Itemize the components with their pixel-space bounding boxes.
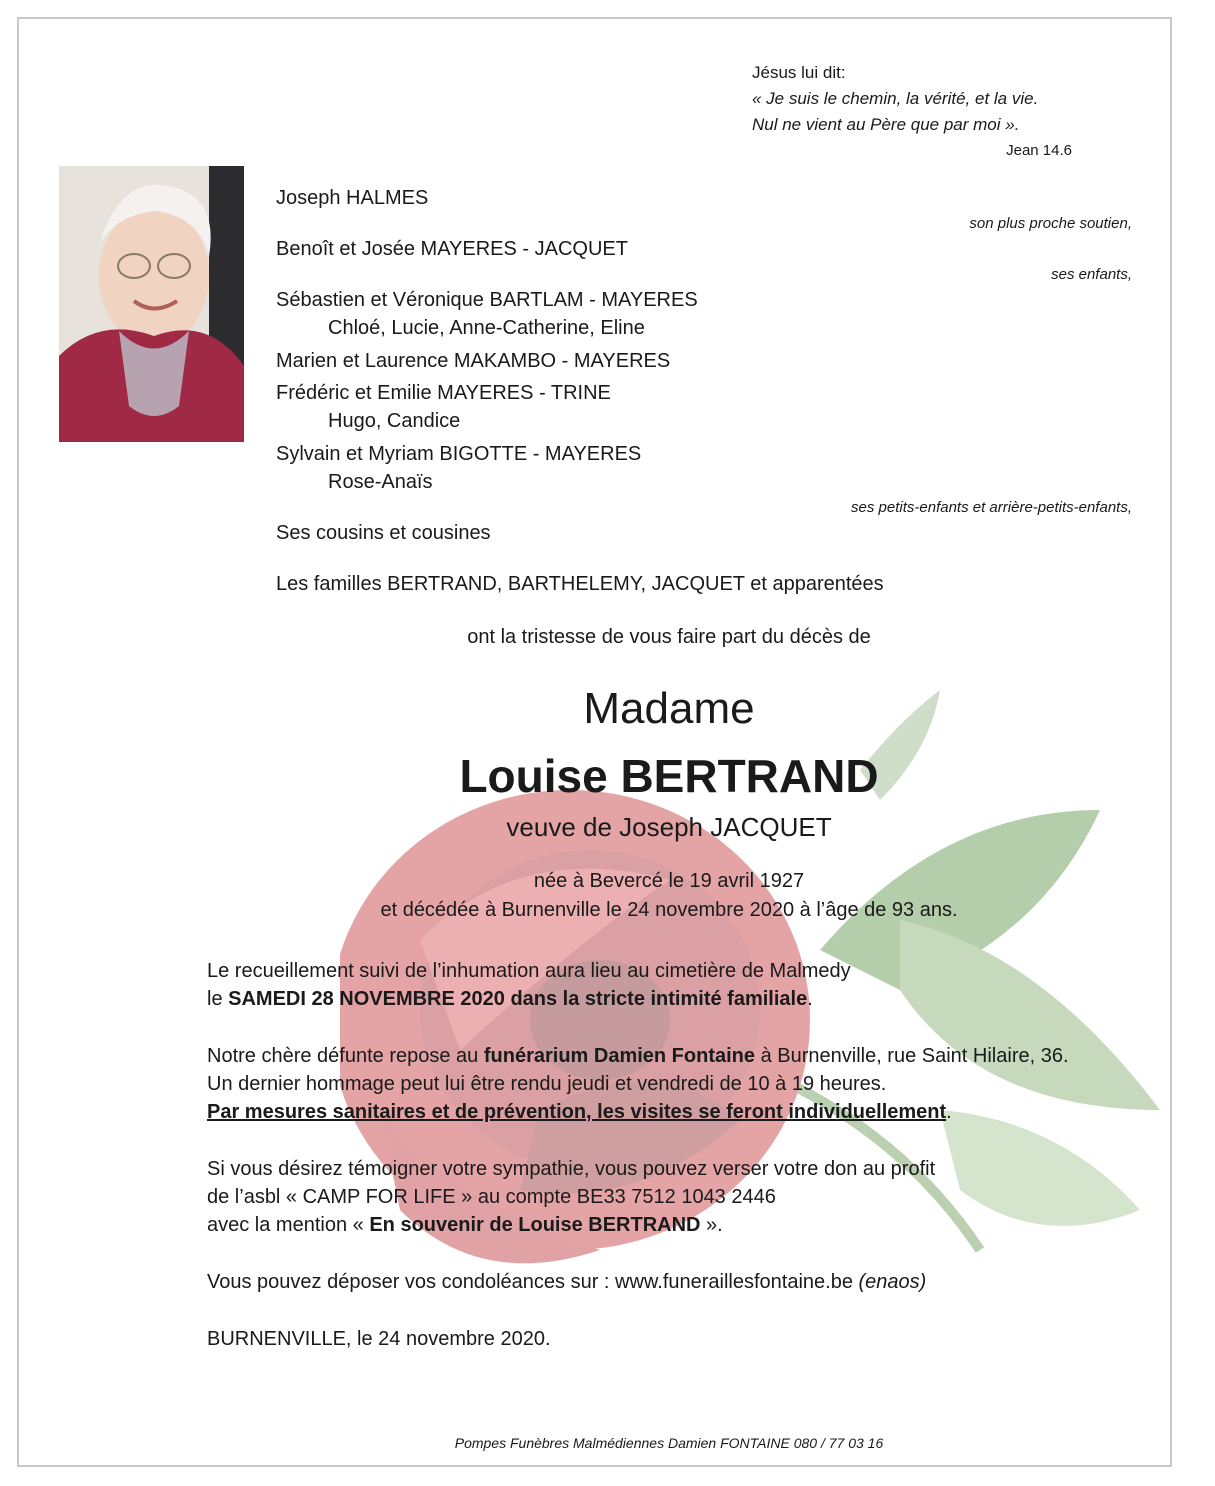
sanitary-notice: Par mesures sanitaires et de prévention, les visites se feront individuellement [207,1101,947,1123]
family-joseph-halmes: Joseph HALMES [276,187,429,209]
sanitary-suffix: . [946,1101,952,1123]
death-line: et décédée à Burnenville le 24 novembre 2020 à l’âge de 93 ans. [380,899,958,921]
family-makambo-mayeres: Marien et Laurence MAKAMBO - MAYERES [276,350,671,372]
place-date: BURNENVILLE, le 24 novembre 2020. [207,1328,551,1350]
announcement-intro: ont la tristesse de vous faire part du décès de [467,626,871,648]
family-mayeres-trine: Frédéric et Emilie MAYERES - TRINE [276,382,611,404]
donation-line-1: Si vous désirez témoigner votre sympathie, vous pouvez verser votre don au profit [207,1158,936,1180]
family-mayeres-jacquet: Benoît et Josée MAYERES - JACQUET [276,238,628,260]
ceremony-line-1: Le recueillement suivi de l’inhumation aura lieu au cimetière de Malmedy [207,960,851,982]
funerarium-line-1 [207,1042,1137,1070]
condolences-note: (enaos) [858,1271,927,1293]
role-children: ses enfants, [1051,266,1132,283]
quote-line-2: Nul ne vient au Père que par moi ». [752,115,1020,134]
condolences-text: Vous pouvez déposer vos condoléances sur : www.funeraillesfontaine.be [207,1271,859,1293]
deceased-name: Louise BERTRAND [459,750,879,802]
funerarium-address: à Burnenville, rue Saint Hilaire, 36. [755,1045,1069,1067]
deceased-photo [59,166,244,442]
deceased-widow-of: veuve de Joseph JACQUET [506,812,832,842]
quote-intro: Jésus lui dit: [752,63,846,82]
family-bigotte-mayeres: Sylvain et Myriam BIGOTTE - MAYERES [276,443,642,465]
ceremony-prefix: le [207,988,229,1010]
ceremony-paragraph [207,957,1137,1013]
funerarium-line-2: Un dernier hommage peut lui être rendu jeudi et vendredi de 10 à 19 heures. [207,1073,887,1095]
condolences-paragraph [207,1268,1137,1296]
family-bartlam-mayeres: Sébastien et Véronique BARTLAM - MAYERES [276,289,698,311]
donation-suffix: ». [700,1214,723,1236]
donation-mention: En souvenir de Louise BERTRAND [369,1214,701,1236]
role-closest-support: son plus proche soutien, [969,215,1132,232]
birth-line: née à Bevercé le 19 avril 1927 [533,870,805,892]
family-bigotte-children: Rose-Anaïs [328,471,433,493]
funerarium-prefix: Notre chère défunte repose au [207,1045,484,1067]
ceremony-suffix: . [807,988,813,1010]
ceremony-line-2 [207,985,1137,1013]
family-trine-children: Hugo, Candice [328,410,461,432]
role-grandchildren: ses petits-enfants et arrière-petits-enfants, [851,499,1132,516]
deceased-title: Madame [583,684,755,733]
quote-reference: Jean 14.6 [1006,142,1072,159]
quote-line-1: « Je suis le chemin, la vérité, et la vie. [752,89,1039,108]
condolences-line [207,1268,1137,1296]
family-cousins: Ses cousins et cousines [276,522,491,544]
birth-death-dates [0,867,1215,925]
funerarium-name: funérarium Damien Fontaine [483,1045,756,1067]
family-related-families: Les familles BERTRAND, BARTHELEMY, JACQUET et apparentées [276,573,884,595]
funerarium-line-3 [207,1098,1137,1126]
ceremony-date: SAMEDI 28 NOVEMBRE 2020 dans la stricte intimité familiale [228,988,808,1010]
bible-quote [752,60,1082,162]
family-bartlam-children: Chloé, Lucie, Anne-Catherine, Eline [328,317,645,339]
donation-line-2: de l’asbl « CAMP FOR LIFE » au compte BE33 7512 1043 2446 [207,1186,776,1208]
funerarium-paragraph [207,1042,1137,1126]
donation-prefix: avec la mention « [207,1214,370,1236]
donation-paragraph [207,1155,1137,1239]
footer-funeral-home: Pompes Funèbres Malmédiennes Damien FONTAINE 080 / 77 03 16 [454,1435,884,1451]
donation-line-3 [207,1211,1137,1239]
